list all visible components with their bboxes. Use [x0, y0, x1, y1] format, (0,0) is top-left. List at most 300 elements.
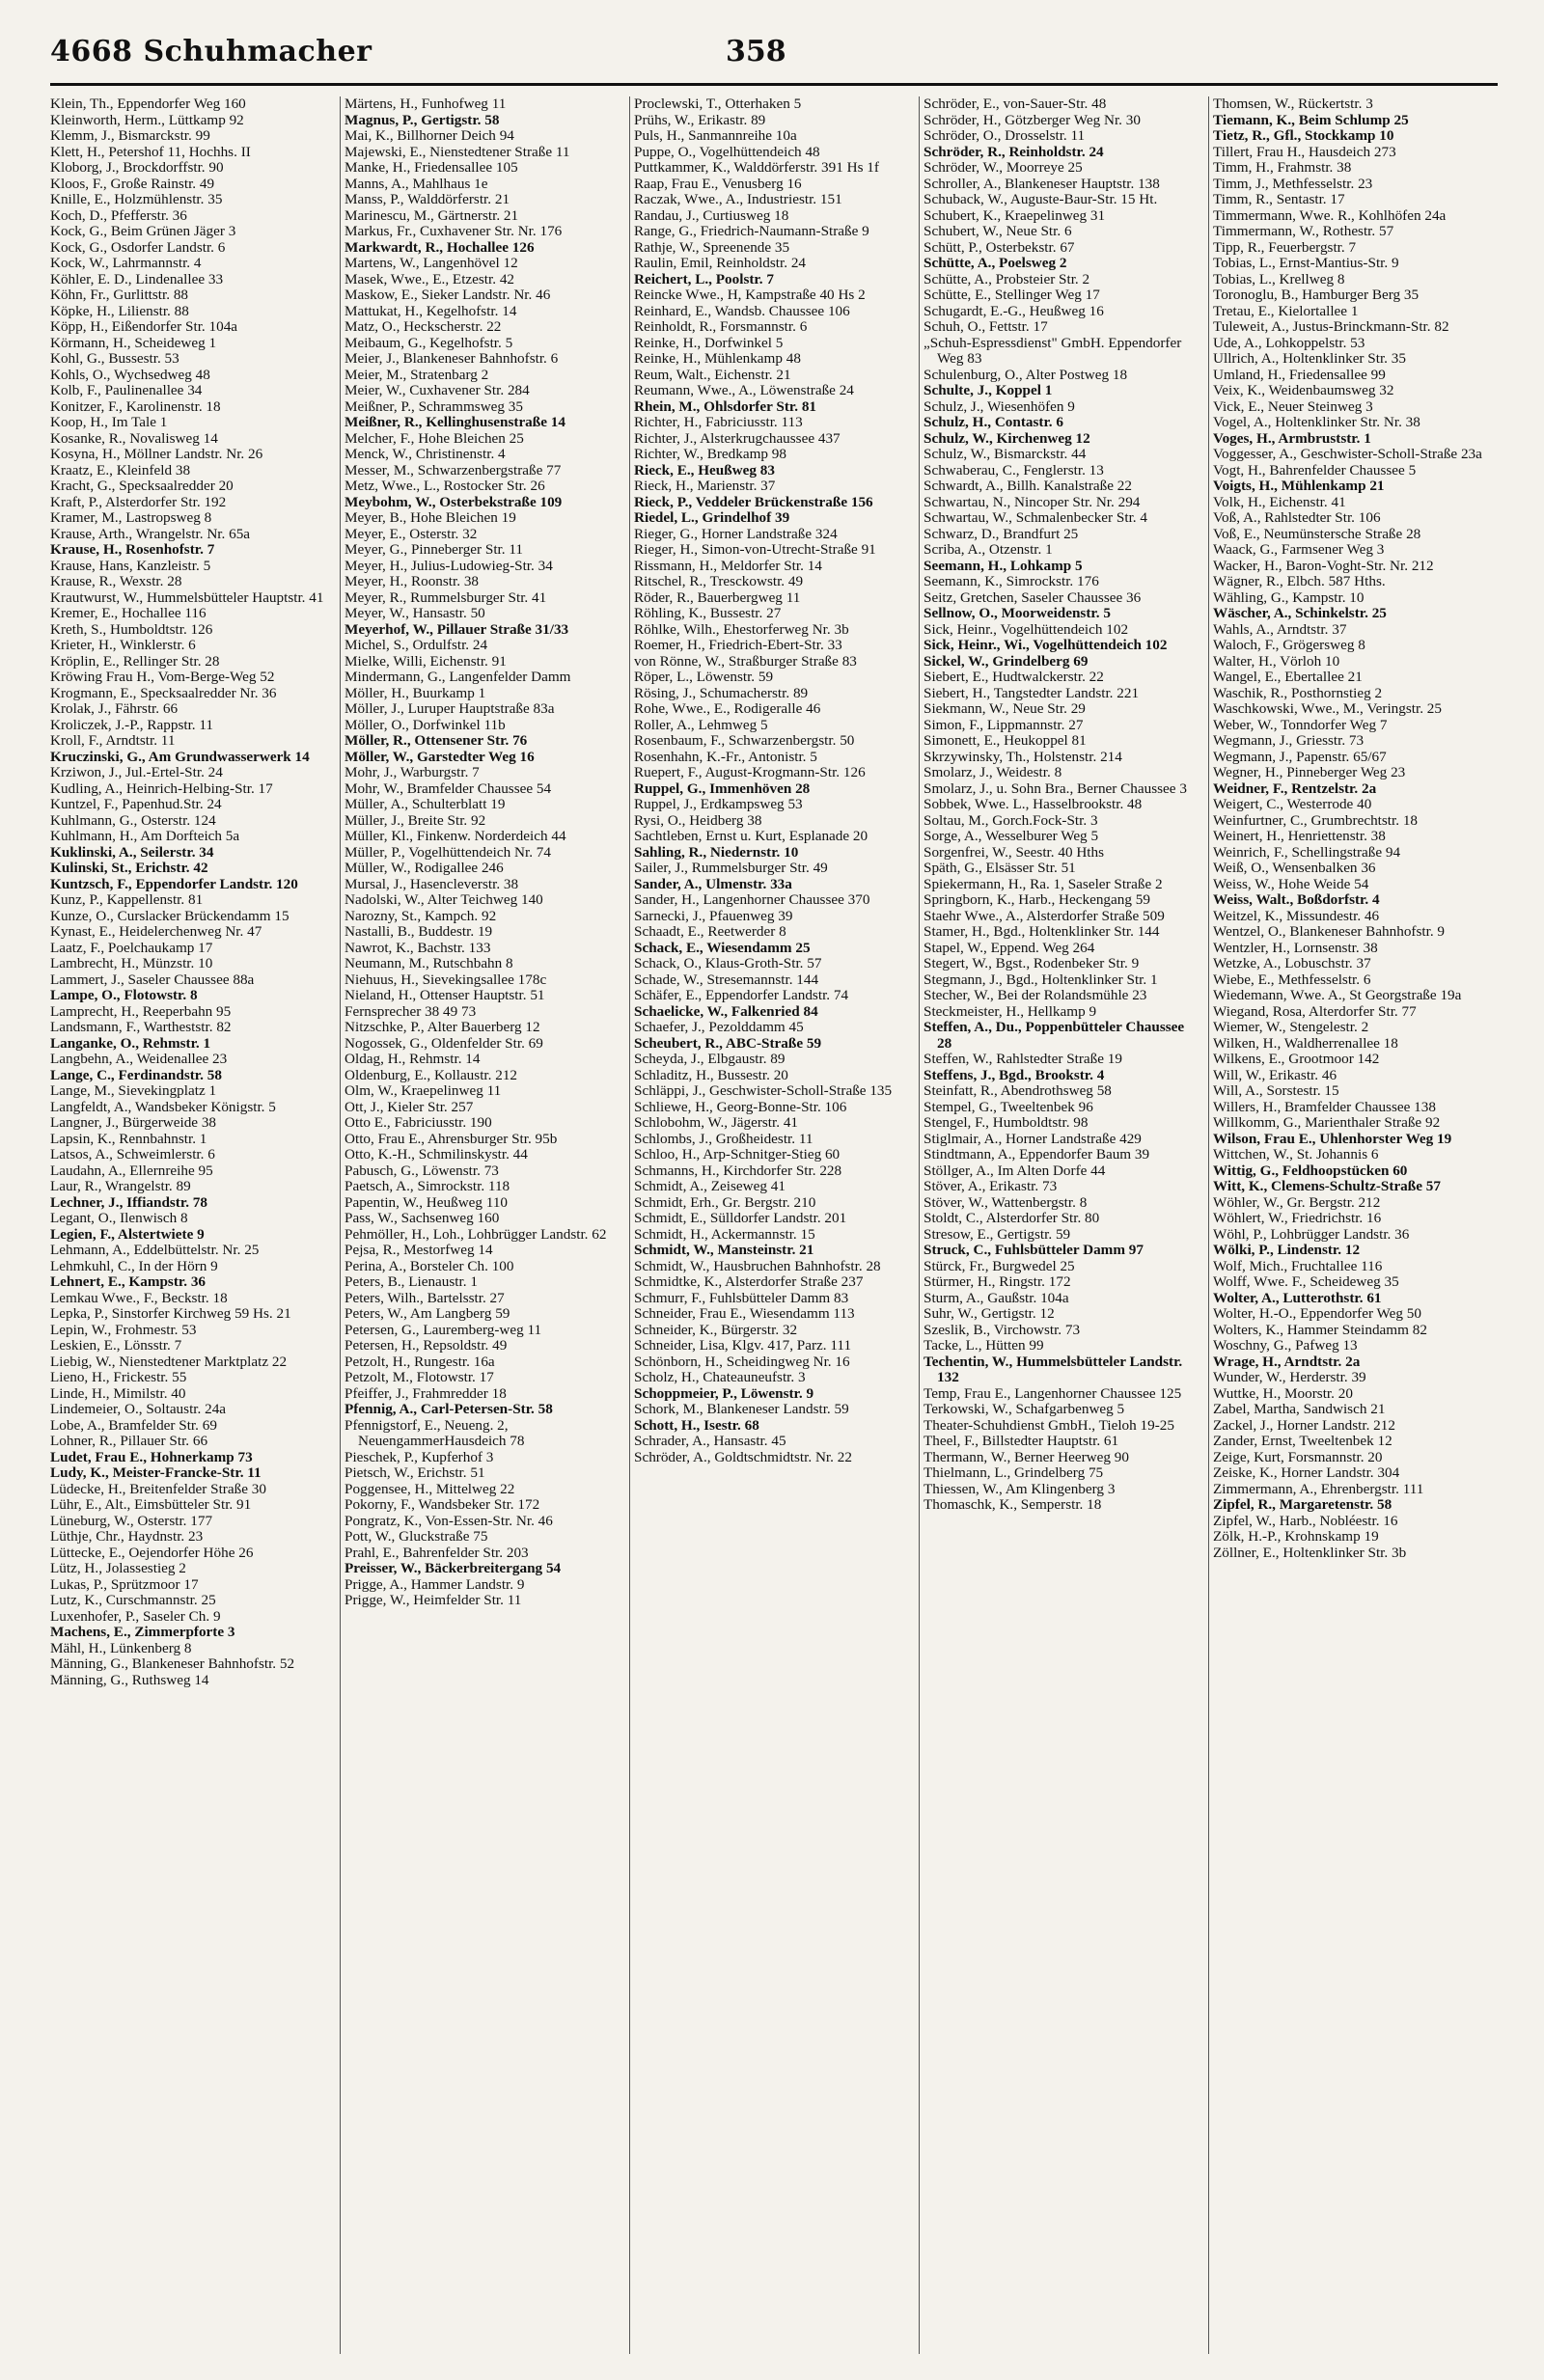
directory-entry: Timmermann, W., Rothestr. 57	[1213, 223, 1394, 239]
directory-entry: Schack, E., Wiesendamm 25	[634, 939, 811, 956]
directory-entry: Meyer, H., Roonstr. 38	[345, 573, 480, 589]
directory-entry: Waschkowski, Wwe., M., Veringstr. 25	[1213, 700, 1442, 717]
directory-entry: Kleinworth, Herm., Lüttkamp 92	[50, 111, 244, 128]
directory-entry: Wilken, H., Waldherrenallee 18	[1213, 1034, 1398, 1052]
directory-entry: Müller, J., Breite Str. 92	[345, 811, 486, 829]
directory-entry: Schaelicke, W., Falkenried 84	[634, 1002, 818, 1020]
directory-entry: Pongratz, K., Von-Essen-Str. Nr. 46	[345, 1512, 553, 1529]
directory-entry: Pieschek, P., Kupferhof 3	[345, 1448, 494, 1465]
directory-entry: Meyerhof, W., Pillauer Straße 31/33	[345, 620, 569, 638]
directory-entry: Schröder, R., Reinholdstr. 24	[924, 143, 1104, 160]
directory-entry: Wölki, P., Lindenstr. 12	[1213, 1242, 1361, 1258]
directory-entry: Koch, D., Pfefferstr. 36	[50, 206, 187, 224]
directory-entry: Perina, A., Borsteler Ch. 100	[345, 1257, 514, 1274]
directory-entry: Linde, H., Mimilstr. 40	[50, 1384, 186, 1402]
directory-entry: Theater-Schuhdienst GmbH., Tieloh 19-25	[924, 1416, 1174, 1434]
directory-entry: Legant, O., Ilenwisch 8	[50, 1210, 188, 1226]
directory-entry: Rissmann, H., Meldorfer Str. 14	[634, 557, 822, 574]
directory-entry: Rösing, J., Schumacherstr. 89	[634, 684, 809, 701]
directory-entry: Landsmann, F., Wartheststr. 82	[50, 1019, 232, 1035]
directory-entry: Zipfel, R., Margaretenstr. 58	[1213, 1496, 1392, 1513]
directory-entry: Stöver, W., Wattenbergstr. 8	[924, 1193, 1088, 1211]
directory-entry: Roemer, H., Friedrich-Ebert-Str. 33	[634, 637, 842, 653]
directory-entry: Wegner, H., Pinneberger Weg 23	[1213, 764, 1406, 780]
directory-entry: Tiemann, K., Beim Schlump 25	[1213, 111, 1409, 128]
directory-entry: Zeiske, K., Horner Landstr. 304	[1213, 1464, 1400, 1481]
directory-entry: Rieck, E., Heußweg 83	[634, 461, 775, 479]
directory-entry: Scholz, H., Chateauneufstr. 3	[634, 1369, 806, 1385]
directory-entry: Tietz, R., Gfl., Stockkamp 10	[1213, 127, 1394, 144]
directory-entry: Willkomm, G., Marienthaler Straße 92	[1213, 1114, 1441, 1131]
directory-entry: Nastalli, B., Buddestr. 19	[345, 923, 493, 940]
directory-entry: Meier, W., Cuxhavener Str. 284	[345, 382, 530, 398]
directory-entry: Wiedemann, Wwe. A., St Georgstraße 19a	[1213, 987, 1462, 1003]
directory-entry: Thomsen, W., Rückertstr. 3	[1213, 96, 1373, 112]
column-1	[50, 96, 340, 2354]
directory-entry: Zimmermann, A., Ehrenbergstr. 111	[1213, 1480, 1424, 1497]
directory-entry: Reincke Wwe., H, Kampstraße 40 Hs 2	[634, 287, 866, 303]
directory-entry: Rysi, O., Heidberg 38	[634, 811, 762, 829]
directory-entry: Majewski, E., Nienstedtener Straße 11	[345, 143, 570, 160]
directory-entry: Kosyna, H., Möllner Landstr. Nr. 26	[50, 446, 263, 462]
directory-entry: Lüneburg, W., Osterstr. 177	[50, 1512, 213, 1529]
directory-entry: Smolarz, J., Weidestr. 8	[924, 764, 1062, 780]
directory-entry: Schack, O., Klaus-Groth-Str. 57	[634, 955, 822, 971]
directory-entry: Messer, M., Schwarzenbergstraße 77	[345, 461, 562, 479]
directory-entry: Voigts, H., Mühlenkamp 21	[1213, 478, 1385, 494]
directory-entry: Kohl, G., Bussestr. 53	[50, 350, 179, 367]
directory-entry: Szeslik, B., Virchowstr. 73	[924, 1321, 1081, 1338]
directory-entry: Ude, A., Lohkoppelstr. 53	[1213, 334, 1365, 351]
directory-entry: Weber, W., Tonndorfer Weg 7	[1213, 716, 1388, 733]
directory-entry: Raczak, Wwe., A., Industriestr. 151	[634, 191, 842, 207]
directory-entry: Menck, W., Christinenstr. 4	[345, 446, 506, 462]
directory-entry: Rohe, Wwe., E., Rodigeralle 46	[634, 700, 821, 717]
directory-entry: Kock, G., Beim Grünen Jäger 3	[50, 223, 236, 239]
directory-entry: Pietsch, W., Erichstr. 51	[345, 1464, 485, 1481]
directory-entry: Röper, L., Löwenstr. 59	[634, 669, 774, 685]
directory-entry: Waloch, F., Grögersweg 8	[1213, 637, 1365, 653]
directory-entry: Schulz, H., Contastr. 6	[924, 414, 1063, 430]
directory-entry: Wentzel, O., Blankeneser Bahnhofstr. 9	[1213, 923, 1446, 940]
directory-entry: Pfennig, A., Carl-Petersen-Str. 58	[345, 1401, 553, 1417]
directory-entry: Mähl, H., Lünkenberg 8	[50, 1639, 192, 1656]
directory-entry: Pabusch, G., Löwenstr. 73	[345, 1162, 499, 1179]
directory-entry: Papentin, W., Heußweg 110	[345, 1193, 509, 1211]
directory-entry: Rieck, P., Veddeler Brückenstraße 156	[634, 493, 873, 510]
directory-entry: Köpp, H., Eißendorfer Str. 104a	[50, 318, 238, 335]
directory-entry: Lühr, E., Alt., Eimsbütteler Str. 91	[50, 1496, 252, 1513]
directory-entry: „Schuh-Espressdienst" GmbH. Eppendorfer Weg 83	[924, 334, 1182, 367]
directory-entry: Timm, R., Sentastr. 17	[1213, 191, 1345, 207]
directory-entry: Schork, M., Blankeneser Landstr. 59	[634, 1401, 849, 1417]
directory-entry: Stürmer, H., Ringstr. 172	[924, 1273, 1071, 1290]
directory-entry: Wittchen, W., St. Johannis 6	[1213, 1146, 1379, 1163]
directory-entry: Wilson, Frau E., Uhlenhorster Weg 19	[1213, 1130, 1452, 1147]
directory-entry: Stiglmair, A., Horner Landstraße 429	[924, 1130, 1142, 1147]
directory-entry: Masek, Wwe., E., Etzestr. 42	[345, 270, 515, 287]
directory-entry: Schmidt, W., Hausbruchen Bahnhofstr. 28	[634, 1257, 881, 1274]
directory-entry: Klett, H., Petershof 11, Hochhs. II	[50, 143, 251, 160]
directory-entry: Krause, Arth., Wrangelstr. Nr. 65a	[50, 525, 251, 542]
directory-entry: Schaefer, J., Pezolddamm 45	[634, 1019, 804, 1035]
directory-entry: Klein, Th., Eppendorfer Weg 160	[50, 96, 246, 112]
directory-entry: Will, A., Sorstestr. 15	[1213, 1082, 1339, 1099]
directory-entry: Simon, F., Lippmannstr. 27	[924, 716, 1084, 733]
directory-entry: Wunder, W., Herderstr. 39	[1213, 1369, 1366, 1385]
directory-entry: Weiß, O., Wensenbalken 36	[1213, 860, 1376, 876]
directory-entry: Schönborn, H., Scheidingweg Nr. 16	[634, 1353, 850, 1370]
directory-entry: Smolarz, J., u. Sohn Bra., Berner Chaussee 3	[924, 780, 1187, 797]
directory-entry: Kloos, F., Große Rainstr. 49	[50, 175, 215, 192]
directory-entry: Pott, W., Gluckstraße 75	[345, 1528, 488, 1545]
directory-entry: Puls, H., Sanmannreihe 10a	[634, 127, 797, 144]
directory-entry: Schütte, A., Poelsweg 2	[924, 255, 1067, 271]
directory-entry: Tobias, L., Ernst-Mantius-Str. 9	[1213, 255, 1399, 271]
directory-entry: Kock, G., Osdorfer Landstr. 6	[50, 238, 226, 256]
directory-entry: Staehr Wwe., A., Alsterdorfer Straße 509	[924, 907, 1165, 924]
directory-entry: Schulz, J., Wiesenhöfen 9	[924, 397, 1075, 415]
directory-entry: Peters, Wilh., Bartelsstr. 27	[345, 1289, 505, 1306]
directory-entry: Richter, H., Fabriciusstr. 113	[634, 414, 803, 430]
directory-entry: Kracht, G., Specksaalredder 20	[50, 478, 234, 494]
directory-entry: Sorgenfrei, W., Seestr. 40 Hths	[924, 843, 1105, 861]
directory-entry: Kramer, M., Lastropsweg 8	[50, 509, 212, 526]
directory-entry: Preisser, W., Bäckerbreitergang 54	[345, 1560, 562, 1576]
directory-entry: Prigge, A., Hammer Landstr. 9	[345, 1575, 525, 1593]
directory-entry: Lepin, W., Frohmestr. 53	[50, 1321, 197, 1338]
directory-entry: Pass, W., Sachsenweg 160	[345, 1210, 500, 1226]
directory-entry: Schulz, W., Kirchenweg 12	[924, 429, 1090, 447]
directory-entry: Wolters, K., Hammer Steindamm 82	[1213, 1321, 1427, 1338]
directory-entry: Markwardt, R., Hochallee 126	[345, 238, 535, 256]
directory-entry: Weiss, Walt., Boßdorfstr. 4	[1213, 891, 1380, 908]
directory-entry: Steffens, J., Bgd., Brookstr. 4	[924, 1066, 1105, 1083]
directory-entry: Schaadt, E., Reetwerder 8	[634, 923, 786, 940]
directory-entry: Ott, J., Kieler Str. 257	[345, 1098, 474, 1115]
directory-entry: Wangel, E., Ebertallee 21	[1213, 669, 1363, 685]
directory-entry: Sickel, W., Grindelberg 69	[924, 652, 1089, 670]
directory-entry: Schütte, A., Probsteier Str. 2	[924, 270, 1090, 287]
directory-entry: Reumann, Wwe., A., Löwenstraße 24	[634, 382, 854, 398]
directory-entry: Spiekermann, H., Ra. 1, Saseler Straße 2	[924, 875, 1163, 892]
directory-entry: Märtens, H., Funhofweg 11	[345, 96, 507, 112]
directory-entry: Tretau, E., Kielortallee 1	[1213, 302, 1359, 319]
directory-entry: Scriba, A., Otzenstr. 1	[924, 541, 1053, 558]
directory-entry: Kremer, E., Hochallee 116	[50, 605, 207, 621]
directory-entry: Sander, H., Langenhorner Chaussee 370	[634, 891, 870, 908]
directory-entry: Wiemer, W., Stengelestr. 2	[1213, 1019, 1369, 1035]
directory-entry: Weinfurtner, C., Grumbrechtstr. 18	[1213, 811, 1419, 829]
directory-entry: Prühs, W., Erikastr. 89	[634, 111, 766, 128]
directory-entry: Timmermann, Wwe. R., Kohlhöfen 24a	[1213, 206, 1447, 224]
directory-entry: Röhlke, Wilh., Ehestorferweg Nr. 3b	[634, 620, 849, 638]
directory-entry: Nitzschke, P., Alter Bauerberg 12	[345, 1019, 540, 1035]
directory-entry: Schwardt, A., Billh. Kanalstraße 22	[924, 478, 1132, 494]
directory-entry: Stegert, W., Bgst., Rodenbeker Str. 9	[924, 955, 1140, 971]
directory-entry: Schwartau, N., Nincoper Str. Nr. 294	[924, 493, 1141, 510]
directory-entry: Kröplin, E., Rellinger Str. 28	[50, 652, 220, 670]
directory-entry: Will, W., Erikastr. 46	[1213, 1066, 1337, 1083]
directory-entry: Tipp, R., Feuerbergstr. 7	[1213, 238, 1357, 256]
directory-entry: Lapsin, K., Rennbahnstr. 1	[50, 1130, 207, 1147]
directory-entry: Scheubert, R., ABC-Straße 59	[634, 1034, 822, 1052]
directory-entry: Stegmann, J., Bgd., Holtenklinker Str. 1	[924, 971, 1158, 988]
directory-entry: Meibaum, G., Kegelhofstr. 5	[345, 334, 513, 351]
directory-entry: Meier, M., Stratenbarg 2	[345, 366, 489, 383]
directory-entry: Stengel, F., Humboldtstr. 98	[924, 1114, 1089, 1131]
directory-entry: Skrzywinsky, Th., Holstenstr. 214	[924, 748, 1122, 765]
directory-entry: Leskien, E., Lönsstr. 7	[50, 1337, 182, 1354]
directory-entry: Kohls, O., Wychsedweg 48	[50, 366, 210, 383]
directory-entry: Schütt, P., Osterbekstr. 67	[924, 238, 1075, 256]
directory-entry: Koop, H., Im Tale 1	[50, 414, 168, 430]
directory-entry: Kroliczek, J.-P., Rappstr. 11	[50, 716, 214, 733]
directory-entry: Reinhard, E., Wandsb. Chaussee 106	[634, 302, 850, 319]
directory-entry: Zabel, Martha, Sandwisch 21	[1213, 1401, 1386, 1417]
directory-entry: Otto E., Fabriciusstr. 190	[345, 1114, 492, 1131]
directory-entry: Schröder, O., Drosselstr. 11	[924, 127, 1086, 144]
directory-entry: Thermann, W., Berner Heerweg 90	[924, 1448, 1129, 1465]
directory-entry: Ruepert, F., August-Krogmann-Str. 126	[634, 764, 866, 780]
directory-entry: Tillert, Frau H., Hausdeich 273	[1213, 143, 1396, 160]
directory-entry: Weinert, H., Henriettenstr. 38	[1213, 828, 1386, 844]
directory-entry: Schrader, A., Hansastr. 45	[634, 1433, 786, 1449]
directory-entry: Kuklinski, A., Seilerstr. 34	[50, 843, 214, 861]
directory-entry: Möller, J., Luruper Hauptstraße 83a	[345, 700, 555, 717]
directory-entry: Petersen, G., Lauremberg-weg 11	[345, 1321, 542, 1338]
directory-entry: Lemkau Wwe., F., Beckstr. 18	[50, 1289, 228, 1306]
directory-entry: Sander, A., Ulmenstr. 33a	[634, 875, 792, 892]
directory-entry: Langanke, O., Rehmstr. 1	[50, 1034, 211, 1052]
directory-entry: Wentzler, H., Lornsenstr. 38	[1213, 939, 1378, 956]
directory-entry: Laur, R., Wrangelstr. 89	[50, 1178, 191, 1194]
directory-entry: Raulin, Emil, Reinholdstr. 24	[634, 255, 807, 271]
directory-entry: Kolb, F., Paulinenallee 34	[50, 382, 203, 398]
directory-entry: Machens, E., Zimmerpforte 3	[50, 1624, 235, 1640]
directory-entry: Lammert, J., Saseler Chaussee 88a	[50, 971, 255, 988]
directory-entry: Lange, M., Sievekingplatz 1	[50, 1082, 217, 1099]
directory-entry: Wuttke, H., Moorstr. 20	[1213, 1384, 1353, 1402]
directory-entry: Richter, J., Alsterkrugchaussee 437	[634, 429, 841, 447]
directory-entry: Tobias, L., Krellweg 8	[1213, 270, 1345, 287]
directory-entry: Nieland, H., Ottenser Hauptstr. 51	[345, 987, 545, 1003]
directory-entry: Lampe, O., Flotowstr. 8	[50, 987, 198, 1003]
directory-entry: Ritschel, R., Tresckowstr. 49	[634, 573, 804, 589]
directory-entry: Nawrot, K., Bachstr. 133	[345, 939, 491, 956]
directory-entry: Sorge, A., Wesselburer Weg 5	[924, 828, 1099, 844]
directory-entry: Michel, S., Ordulfstr. 24	[345, 637, 488, 653]
directory-entry: Kuhlmann, H., Am Dorfteich 5a	[50, 828, 240, 844]
directory-entry: Paetsch, A., Simrockstr. 118	[345, 1178, 510, 1194]
directory-entry: Schugardt, E.-G., Heußweg 16	[924, 302, 1104, 319]
directory-entry: Zander, Ernst, Tweeltenbek 12	[1213, 1433, 1392, 1449]
directory-entry: Wäscher, A., Schinkelstr. 25	[1213, 605, 1387, 621]
directory-entry: Schade, W., Stresemannstr. 144	[634, 971, 819, 988]
header-rule	[50, 83, 1498, 86]
directory-entry: Wiebe, E., Methfesselstr. 6	[1213, 971, 1371, 988]
directory-entry: Zöllner, E., Holtenklinker Str. 3b	[1213, 1544, 1407, 1561]
directory-entry: Schmidtke, K., Alsterdorfer Straße 237	[634, 1273, 864, 1290]
directory-entry: Lehmann, A., Eddelbüttelstr. Nr. 25	[50, 1242, 260, 1258]
directory-entry: Schmidt, H., Ackermannstr. 15	[634, 1225, 815, 1243]
directory-entry: Zeige, Kurt, Forsmannstr. 20	[1213, 1448, 1383, 1465]
directory-entry: Tacke, L., Hütten 99	[924, 1337, 1044, 1354]
directory-entry: Nogossek, G., Oldenfelder Str. 69	[345, 1034, 543, 1052]
directory-entry: Kraft, P., Alsterdorfer Str. 192	[50, 493, 227, 510]
directory-entry: Lamprecht, H., Reeperbahn 95	[50, 1002, 232, 1020]
directory-entry: Kloborg, J., Brockdorffstr. 90	[50, 159, 224, 176]
directory-entry: Lobe, A., Bramfelder Str. 69	[50, 1416, 217, 1434]
directory-entry: Peters, B., Lienaustr. 1	[345, 1273, 478, 1290]
directory-entry: Sobbek, Wwe. L., Hasselbrookstr. 48	[924, 796, 1143, 812]
directory-entry: Wrage, H., Arndtstr. 2a	[1213, 1353, 1361, 1370]
directory-entry: Pejsa, R., Mestorfweg 14	[345, 1242, 493, 1258]
directory-entry: Lutz, K., Curschmannstr. 25	[50, 1592, 216, 1608]
directory-entry: Weinrich, F., Schellingstraße 94	[1213, 843, 1401, 861]
directory-entry: Theel, F., Billstedter Hauptstr. 61	[924, 1433, 1119, 1449]
directory-entry: Schoppmeier, P., Löwenstr. 9	[634, 1384, 814, 1402]
directory-entry: Meyer, R., Rummelsburger Str. 41	[345, 588, 547, 606]
directory-entry: Lukas, P., Sprützmoor 17	[50, 1575, 199, 1593]
directory-entry: Manns, A., Mahlhaus 1e	[345, 175, 488, 192]
directory-entry: Lange, C., Ferdinandstr. 58	[50, 1066, 222, 1083]
directory-entry: Thomaschk, K., Semperstr. 18	[924, 1496, 1102, 1513]
directory-entry: Metz, Wwe., L., Rostocker Str. 26	[345, 478, 545, 494]
directory-entry: Wittig, G., Feldhoopstücken 60	[1213, 1162, 1408, 1179]
directory-entry: Weidner, F., Rentzelstr. 2a	[1213, 780, 1377, 797]
directory-entry: Kunze, O., Curslacker Brückendamm 15	[50, 907, 290, 924]
directory-entry: Meyer, G., Pinneberger Str. 11	[345, 541, 523, 558]
directory-entry: Krziwon, J., Jul.-Ertel-Str. 24	[50, 764, 223, 780]
directory-entry: Kulinski, St., Erichstr. 42	[50, 860, 208, 876]
directory-entry: Wolff, Wwe. F., Scheideweg 35	[1213, 1273, 1399, 1290]
directory-entry: Range, G., Friedrich-Naumann-Straße 9	[634, 223, 869, 239]
directory-entry: Meißner, P., Schrammsweg 35	[345, 397, 523, 415]
directory-entry: Zölk, H.-P., Krohnskamp 19	[1213, 1528, 1379, 1545]
directory-entry: Stempel, G., Tweeltenbek 96	[924, 1098, 1093, 1115]
directory-entry: Möller, O., Dorfwinkel 11b	[345, 716, 506, 733]
directory-entry: Melcher, F., Hohe Bleichen 25	[345, 429, 524, 447]
directory-columns	[50, 96, 1498, 2354]
directory-entry: Mohr, J., Warburgstr. 7	[345, 764, 480, 780]
directory-entry: Wöhl, P., Lohbrügger Landstr. 36	[1213, 1225, 1410, 1243]
directory-entry: Knille, E., Holzmühlenstr. 35	[50, 191, 223, 207]
directory-entry: Neumann, M., Rutschbahn 8	[345, 955, 513, 971]
directory-entry: Seemann, K., Simrockstr. 176	[924, 573, 1099, 589]
directory-entry: Legien, F., Alstertwiete 9	[50, 1225, 205, 1243]
directory-entry: Steckmeister, H., Hellkamp 9	[924, 1002, 1097, 1020]
directory-entry: Weitzel, K., Missundestr. 46	[1213, 907, 1380, 924]
directory-entry: Mattukat, H., Kegelhofstr. 14	[345, 302, 517, 319]
directory-entry: Vogel, A., Holtenklinker Str. Nr. 38	[1213, 414, 1420, 430]
directory-entry: Kraatz, E., Kleinfeld 38	[50, 461, 191, 479]
directory-entry: Oldag, H., Rehmstr. 14	[345, 1051, 481, 1067]
directory-entry: Prahl, E., Bahrenfelder Str. 203	[345, 1544, 529, 1561]
directory-entry: Raap, Frau E., Venusberg 16	[634, 175, 802, 192]
directory-entry: Schmidt, A., Zeiseweg 41	[634, 1178, 786, 1194]
directory-entry: Schwaberau, C., Fenglerstr. 13	[924, 461, 1104, 479]
directory-entry: Weigert, C., Westerrode 40	[1213, 796, 1372, 812]
directory-entry: Woschny, G., Pafweg 13	[1213, 1337, 1358, 1354]
directory-entry: Kosanke, R., Novalisweg 14	[50, 429, 218, 447]
directory-entry: Schröder, E., von-Sauer-Str. 48	[924, 96, 1107, 112]
directory-entry: Schläppi, J., Geschwister-Scholl-Straße 135	[634, 1082, 893, 1099]
directory-entry: Richter, W., Bredkamp 98	[634, 446, 786, 462]
directory-entry: Schott, H., Isestr. 68	[634, 1416, 759, 1434]
directory-entry: Wolf, Mich., Fruchtallee 116	[1213, 1257, 1383, 1274]
directory-entry: Müller, W., Rodigallee 246	[345, 860, 504, 876]
directory-entry: Siebert, H., Tangstedter Landstr. 221	[924, 684, 1140, 701]
directory-entry: Siebert, E., Hudtwalckerstr. 22	[924, 669, 1104, 685]
directory-entry: Schröder, H., Götzberger Weg Nr. 30	[924, 111, 1141, 128]
directory-entry: Ludy, K., Meister-Francke-Str. 11	[50, 1464, 262, 1481]
directory-entry: Meyer, H., Julius-Ludowieg-Str. 34	[345, 557, 553, 574]
directory-entry: Steinfatt, R., Abendrothsweg 58	[924, 1082, 1112, 1099]
directory-entry: Krautwurst, W., Hummelsbütteler Hauptstr. 41	[50, 588, 324, 606]
directory-entry: Männing, G., Blankeneser Bahnhofstr. 52	[50, 1655, 295, 1672]
directory-entry: Röder, R., Bauerbergweg 11	[634, 588, 801, 606]
directory-entry: Narozny, St., Kampch. 92	[345, 907, 497, 924]
directory-entry: Luxenhofer, P., Saseler Ch. 9	[50, 1607, 221, 1625]
directory-entry: Wolter, A., Lutterothstr. 61	[1213, 1289, 1382, 1306]
directory-entry: Maskow, E., Sieker Landstr. Nr. 46	[345, 287, 551, 303]
directory-entry: Volk, H., Eichenstr. 41	[1213, 493, 1346, 510]
directory-entry: Kock, W., Lahrmannstr. 4	[50, 255, 202, 271]
directory-entry: Wägner, R., Elbch. 587 Hths.	[1213, 573, 1386, 589]
directory-entry: Schröder, A., Goldtschmidtstr. Nr. 22	[634, 1448, 852, 1465]
directory-entry: Pfennigstorf, E., Neueng. 2, NeuengammerHausdeich 78	[345, 1416, 525, 1449]
directory-entry: Lechner, J., Iffiandstr. 78	[50, 1193, 207, 1211]
directory-entry: Proclewski, T., Otterhaken 5	[634, 96, 802, 112]
directory-entry: Pfeiffer, J., Frahmredder 18	[345, 1384, 507, 1402]
directory-entry: Rathje, W., Spreenende 35	[634, 238, 790, 256]
directory-entry: Sailer, J., Rummelsburger Str. 49	[634, 860, 828, 876]
directory-entry: Randau, J., Curtiusweg 18	[634, 206, 789, 224]
directory-entry: Weiss, W., Hohe Weide 54	[1213, 875, 1369, 892]
directory-entry: Stresow, E., Gertigstr. 59	[924, 1225, 1071, 1243]
directory-entry: Veix, K., Weidenbaumsweg 32	[1213, 382, 1394, 398]
directory-entry: Langner, J., Bürgerweide 38	[50, 1114, 217, 1131]
directory-entry: Steffen, A., Du., Poppenbütteler Chaussee 28	[924, 1019, 1185, 1052]
directory-entry: Schütte, E., Stellinger Weg 17	[924, 287, 1100, 303]
directory-entry: Ruppel, J., Erdkampsweg 53	[634, 796, 803, 812]
section-title: 4668 Schuhmacher	[50, 35, 372, 68]
directory-entry: Wahls, A., Arndtstr. 37	[1213, 620, 1347, 638]
directory-entry: Otto, Frau E., Ahrensburger Str. 95b	[345, 1130, 558, 1147]
directory-entry: Rieger, H., Simon-von-Utrecht-Straße 91	[634, 541, 876, 558]
directory-entry: Wöhler, W., Gr. Bergstr. 212	[1213, 1193, 1381, 1211]
directory-entry: Schmidt, Erh., Gr. Bergstr. 210	[634, 1193, 816, 1211]
directory-entry: Schroller, A., Blankeneser Hauptstr. 138	[924, 175, 1160, 192]
directory-entry: Sachtleben, Ernst u. Kurt, Esplanade 20	[634, 828, 868, 844]
directory-entry: Kynast, E., Heidelerchenweg Nr. 47	[50, 923, 262, 940]
directory-entry: Schubert, W., Neue Str. 6	[924, 223, 1072, 239]
directory-entry: Möller, R., Ottensener Str. 76	[345, 732, 528, 749]
directory-entry: Mursal, J., Hasencleverstr. 38	[345, 875, 519, 892]
directory-entry: Krieter, H., Winklerstr. 6	[50, 637, 196, 653]
directory-entry: Schmanns, H., Kirchdorfer Str. 228	[634, 1162, 842, 1179]
directory-entry: Rieger, G., Horner Landstraße 324	[634, 525, 838, 542]
directory-entry: Puttkammer, K., Walddörferstr. 391 Hs 1f	[634, 159, 879, 176]
directory-entry: Stecher, W., Bei der Rolandsmühle 23	[924, 987, 1147, 1003]
directory-entry: Techentin, W., Hummelsbütteler Landstr. 132	[924, 1353, 1183, 1385]
directory-entry: Schwarz, D., Brandfurt 25	[924, 525, 1079, 542]
directory-entry: Reinke, H., Dorfwinkel 5	[634, 334, 784, 351]
directory-entry: Schlobohm, W., Jägerstr. 41	[634, 1114, 799, 1131]
directory-entry: Simonett, E., Heukoppel 81	[924, 732, 1087, 749]
directory-entry: Wegmann, J., Griesstr. 73	[1213, 732, 1365, 749]
